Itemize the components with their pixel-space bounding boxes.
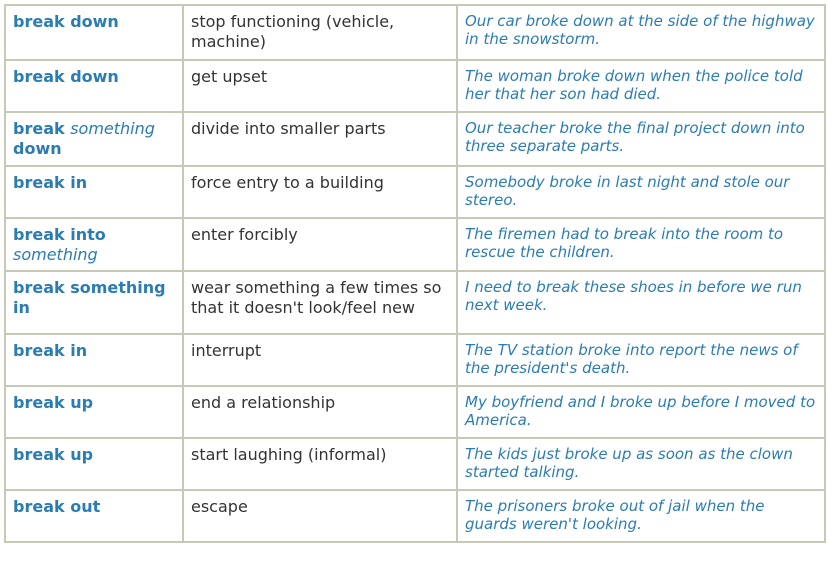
- phrasal-verbs-body: [5, 5, 825, 542]
- meaning-cell: start laughing (informal): [183, 438, 457, 490]
- phrasal-verb-cell: [5, 490, 183, 542]
- verb-text: break down: [13, 67, 119, 86]
- meaning-cell: end a relationship: [183, 386, 457, 438]
- phrasal-verb-cell: [5, 438, 183, 490]
- phrasal-verbs-table: [4, 4, 826, 543]
- meaning-cell: force entry to a building: [183, 166, 457, 218]
- meaning-cell: stop functioning (vehicle, machine): [183, 5, 457, 60]
- verb-text: break down: [13, 12, 119, 31]
- phrasal-verb-cell: [5, 60, 183, 112]
- table-row: [5, 271, 825, 334]
- phrasal-verb-cell: [5, 112, 183, 166]
- phrasal-verb-cell: [5, 218, 183, 271]
- table-row: [5, 60, 825, 112]
- meaning-cell: wear something a few times so that it doesn't look/feel new: [183, 271, 457, 334]
- meaning-cell: get upset: [183, 60, 457, 112]
- table-row: [5, 490, 825, 542]
- verb-text: break: [13, 119, 71, 138]
- example-cell: Our teacher broke the final project down into three separate parts.: [457, 112, 825, 166]
- verb-text: down: [13, 139, 62, 158]
- table-row: [5, 112, 825, 166]
- meaning-cell: interrupt: [183, 334, 457, 386]
- example-cell: The firemen had to break into the room to rescue the children.: [457, 218, 825, 271]
- verb-object-placeholder: something: [70, 119, 155, 138]
- example-cell: My boyfriend and I broke up before I moved to America.: [457, 386, 825, 438]
- table-row: [5, 386, 825, 438]
- example-cell: I need to break these shoes in before we run next week.: [457, 271, 825, 334]
- table-row: [5, 166, 825, 218]
- phrasal-verb-cell: [5, 386, 183, 438]
- phrasal-verb-cell: [5, 271, 183, 334]
- example-cell: Our car broke down at the side of the highway in the snowstorm.: [457, 5, 825, 60]
- verb-text: break out: [13, 497, 101, 516]
- table-row: [5, 438, 825, 490]
- phrasal-verb-cell: [5, 5, 183, 60]
- verb-text: break in: [13, 173, 88, 192]
- example-cell: The kids just broke up as soon as the clown started talking.: [457, 438, 825, 490]
- verb-text: break in: [13, 341, 88, 360]
- example-cell: The prisoners broke out of jail when the guards weren't looking.: [457, 490, 825, 542]
- verb-text: break something in: [13, 278, 166, 317]
- table-row: [5, 218, 825, 271]
- verb-text: break up: [13, 445, 94, 464]
- verb-object-placeholder: something: [13, 245, 98, 264]
- verb-text: break into: [13, 225, 106, 244]
- example-cell: The woman broke down when the police told her that her son had died.: [457, 60, 825, 112]
- meaning-cell: divide into smaller parts: [183, 112, 457, 166]
- meaning-cell: enter forcibly: [183, 218, 457, 271]
- table-row: [5, 5, 825, 60]
- meaning-cell: escape: [183, 490, 457, 542]
- phrasal-verb-cell: [5, 166, 183, 218]
- verb-text: break up: [13, 393, 94, 412]
- example-cell: The TV station broke into report the news of the president's death.: [457, 334, 825, 386]
- example-cell: Somebody broke in last night and stole our stereo.: [457, 166, 825, 218]
- phrasal-verb-cell: [5, 334, 183, 386]
- table-row: [5, 334, 825, 386]
